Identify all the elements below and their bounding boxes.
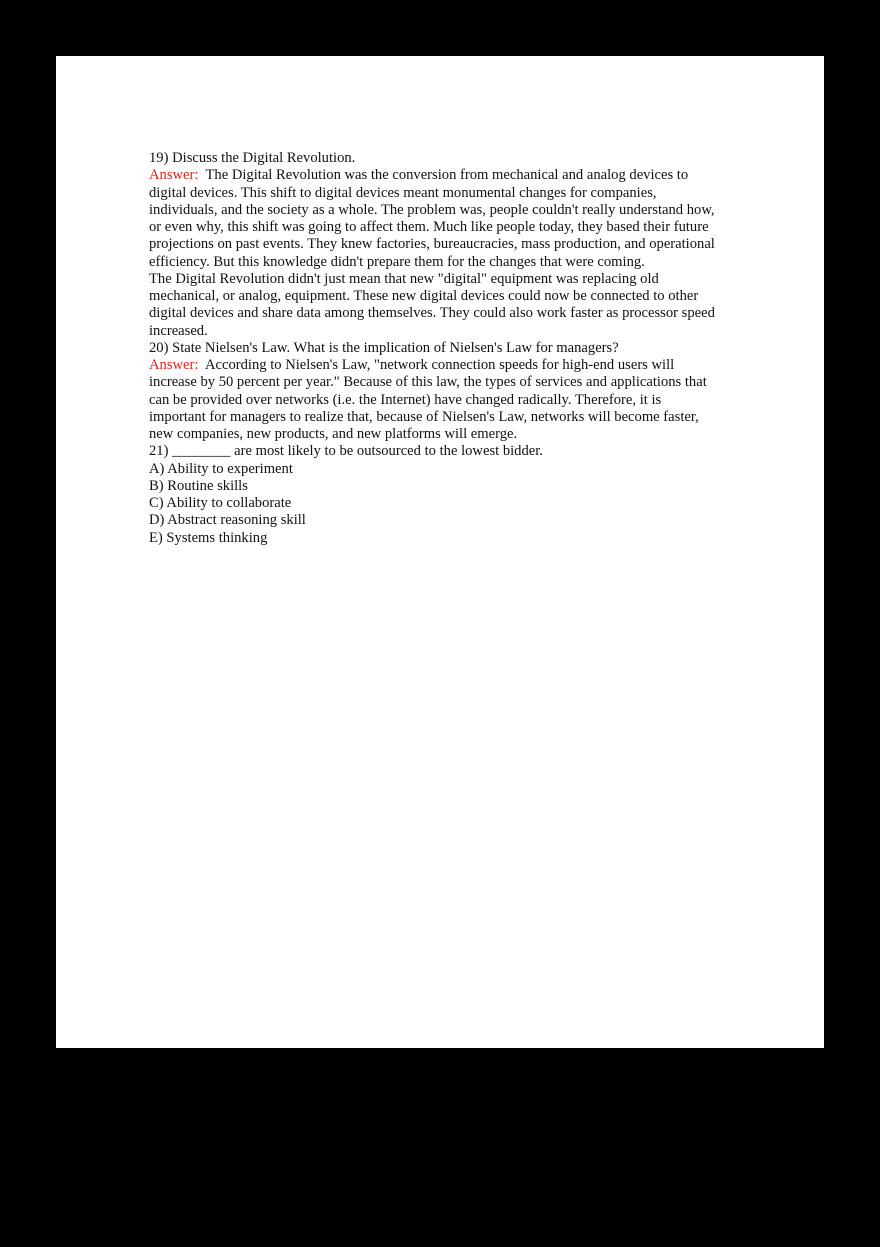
option-b: B) Routine skills	[149, 477, 248, 494]
answer-20-line: important for managers to realize that, because of Nielsen's Law, networks will become faster,	[149, 408, 699, 425]
question-20	[149, 340, 749, 444]
answer-19-line: The Digital Revolution didn't just mean that new "digital" equipment was replacing old	[149, 270, 659, 287]
option-e: E) Systems thinking	[149, 529, 268, 546]
answer-19-line: efficiency. But this knowledge didn't prepare them for the changes that were coming.	[149, 253, 645, 270]
option-c: C) Ability to collaborate	[149, 495, 292, 511]
answer-19-line: Answer: The Digital Revolution was the conversion from mechanical and analog devices to	[149, 167, 689, 184]
answer-20-line: increase by 50 percent per year." Because of this law, the types of services and applications that	[149, 374, 707, 391]
question-19	[149, 150, 749, 340]
answer-19-line: digital devices. This shift to digital devices meant monumental changes for companies,	[149, 184, 657, 201]
answer-19-line: increased.	[149, 322, 208, 339]
answer-19-line: mechanical, or analog, equipment. These new digital devices could now be connected to other	[149, 288, 699, 304]
answer-19-line: projections on past events. They knew factories, bureaucracies, mass production, and operational	[149, 236, 715, 253]
option-d: D) Abstract reasoning skill	[149, 512, 306, 529]
question-19-text: 19) Discuss the Digital Revolution.	[149, 150, 356, 166]
answer-19-line: or even why, this shift was going to affect them. Much like people today, they based their future	[149, 219, 709, 235]
question-21-text: 21) ________ are most likely to be outsourced to the lowest bidder.	[149, 443, 543, 460]
answer-20-line: new companies, new products, and new platforms will emerge.	[149, 426, 518, 442]
answer-20-line: Answer: According to Nielsen's Law, "network connection speeds for high-end users will	[149, 357, 675, 373]
question-21	[149, 443, 749, 547]
answer-label: Answer:	[149, 357, 199, 373]
document-page	[56, 56, 824, 1048]
page-content	[149, 150, 749, 547]
answer-19-line: digital devices and share data among themselves. They could also work faster as processor speed	[149, 305, 715, 322]
option-a: A) Ability to experiment	[149, 460, 293, 477]
answer-label: Answer:	[149, 167, 199, 184]
question-20-text: 20) State Nielsen's Law. What is the implication of Nielsen's Law for managers?	[149, 339, 619, 356]
answer-20-line: can be provided over networks (i.e. the Internet) have changed radically. Therefore, it is	[149, 391, 662, 408]
answer-19-line: individuals, and the society as a whole. The problem was, people couldn't really understand how,	[149, 201, 715, 218]
